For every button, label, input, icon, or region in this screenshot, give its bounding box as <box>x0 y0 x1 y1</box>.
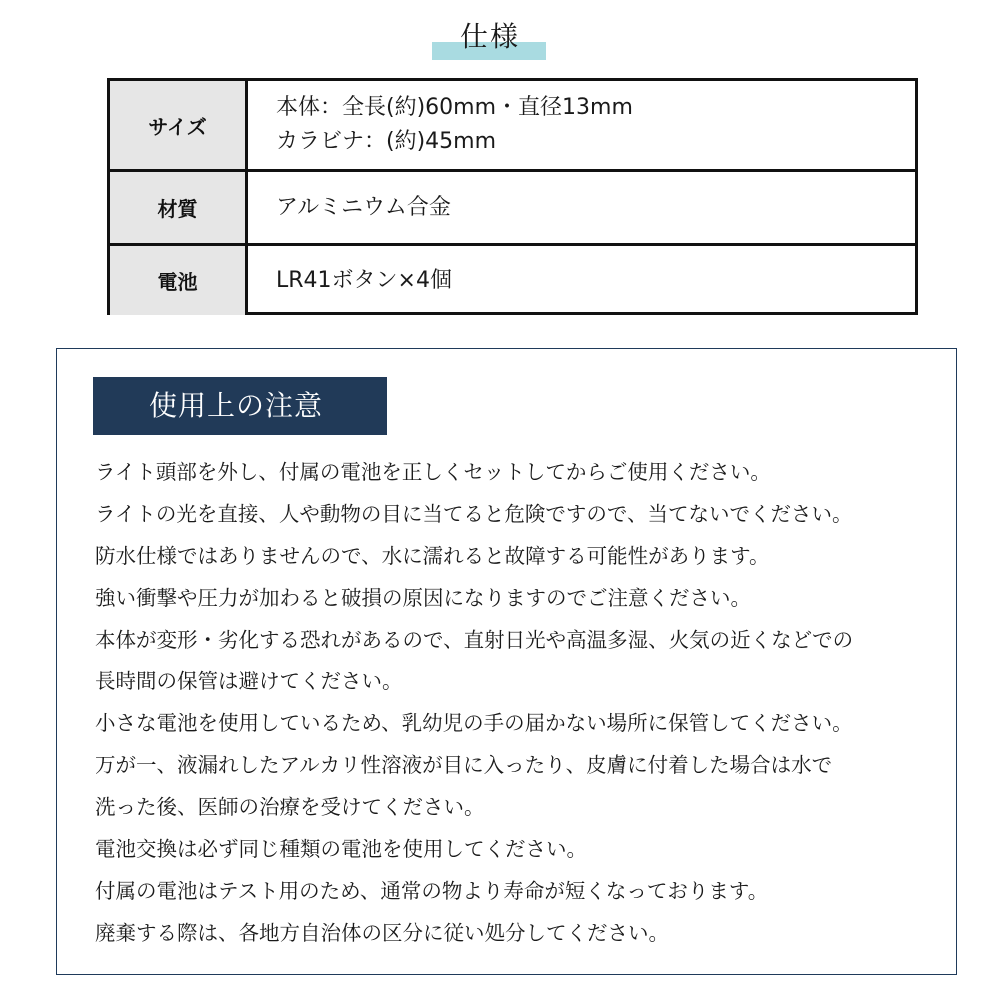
spec-value-battery <box>276 246 905 315</box>
spec-label-material: 材質 <box>110 172 248 243</box>
caution-line: 廃棄する際は、各地方自治体の区分に従い処分してください。 <box>95 920 669 945</box>
caution-title: 使用上の注意 <box>93 377 387 435</box>
caution-line: ライト頭部を外し、付属の電池を正しくセットしてからご使用ください。 <box>95 460 771 484</box>
caution-line: 本体が変形・劣化する恐れがあるので、直射日光や高温多湿、火気の近くなどでの <box>95 627 854 652</box>
spec-heading <box>0 14 1000 64</box>
spec-value-line: カラビナ：(約)45mm <box>276 129 497 154</box>
spec-table <box>107 78 918 315</box>
caution-box <box>56 348 957 975</box>
caution-line: 付属の電池はテスト用のため、通常の物より寿命が短くなっております。 <box>95 878 769 903</box>
caution-list <box>95 452 945 955</box>
spec-label-battery: 電池 <box>110 246 248 315</box>
spec-value-line: LR41ボタン×4個 <box>276 267 452 293</box>
caution-line: 小さな電池を使用しているため、乳幼児の手の届かない場所に保管してください。 <box>95 711 853 736</box>
caution-line: 電池交換は必ず同じ種類の電池を使用してください。 <box>95 837 587 862</box>
spec-row-battery <box>110 243 915 315</box>
spec-title: 仕様 <box>459 20 520 53</box>
spec-value-material <box>276 172 905 243</box>
spec-value-line: 本体：全長(約)60mm・直径13mm <box>276 95 633 120</box>
spec-value-size <box>276 81 905 169</box>
caution-line: 長時間の保管は避けてください。 <box>95 669 403 694</box>
spec-value-line: アルミニウム合金 <box>276 194 451 220</box>
caution-line: 防水仕様ではありませんので、水に濡れると故障する可能性があります。 <box>95 543 770 568</box>
caution-line: 強い衝撃や圧力が加わると破損の原因になりますのでご注意ください。 <box>95 585 751 610</box>
spec-row-material <box>110 169 915 243</box>
caution-line: ライトの光を直接、人や動物の目に当てると危険ですので、当てないでください。 <box>95 501 853 526</box>
spec-row-size <box>110 81 915 169</box>
caution-line: 洗った後、医師の治療を受けてください。 <box>95 795 485 820</box>
spec-label-size: サイズ <box>110 81 248 169</box>
caution-line: 万が一、液漏れしたアルカリ性溶液が目に入ったり、皮膚に付着した場合は水で <box>95 753 833 778</box>
